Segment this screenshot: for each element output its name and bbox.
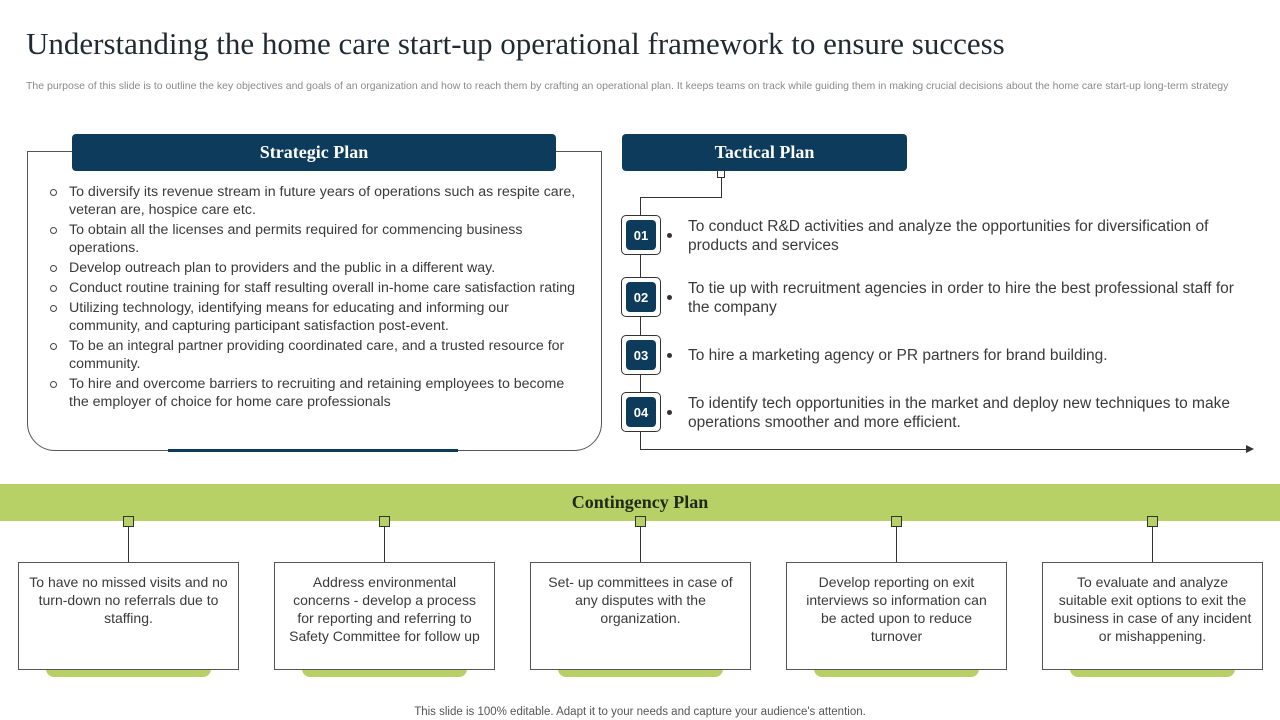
- tactical-step-text: To conduct R&D activities and analyze the opportunities for diversification of products and services: [688, 218, 1209, 254]
- step-dot: [667, 295, 672, 300]
- step-dot: [667, 353, 672, 358]
- strategic-item-text: Develop outreach plan to providers and the public in a different way.: [69, 260, 496, 276]
- contingency-card-text: Develop reporting on exit interviews so information can be acted upon to reduce turnover: [786, 562, 1007, 670]
- strategic-item-text: To obtain all the licenses and permits required for commencing business operations.: [69, 222, 523, 256]
- footer-note: This slide is 100% editable. Adapt it to your needs and capture your audience's attention.: [414, 706, 866, 718]
- contingency-card-text: Address environmental concerns - develop a process for reporting and referring to Safety Committee for follow up: [274, 562, 495, 670]
- tactical-step-text: To tie up with recruitment agencies in order to hire the best professional staff for the company: [688, 280, 1234, 316]
- tactical-connector-line: [721, 177, 722, 198]
- bullet-circle-icon: [50, 227, 57, 234]
- step-number: 04: [626, 397, 656, 427]
- strategic-plan-accent-bar: [168, 449, 458, 452]
- tactical-connector-line: [640, 197, 722, 198]
- connector-node: [123, 516, 134, 527]
- bullet-circle-icon: [50, 189, 57, 196]
- connector-line: [128, 527, 129, 562]
- connector-line: [640, 527, 641, 562]
- bullet-circle-icon: [50, 305, 57, 312]
- connector-node: [891, 516, 902, 527]
- step-number: 02: [626, 282, 656, 312]
- connector-line: [1152, 527, 1153, 562]
- bullet-circle-icon: [50, 285, 57, 292]
- step-dot: [667, 410, 672, 415]
- page-title: Understanding the home care start-up operational framework to ensure success: [26, 26, 1005, 61]
- tactical-step-text: To hire a marketing agency or PR partners for brand building.: [688, 347, 1108, 364]
- tactical-step-badge: [621, 215, 661, 255]
- contingency-card-text: To evaluate and analyze suitable exit options to exit the business in case of any incident or mishappening.: [1042, 562, 1263, 670]
- connector-node: [379, 516, 390, 527]
- step-number: 03: [626, 340, 656, 370]
- connector-line: [896, 527, 897, 562]
- tactical-plan-header: Tactical Plan: [622, 134, 907, 171]
- bullet-circle-icon: [50, 265, 57, 272]
- strategic-item: [50, 337, 580, 373]
- connector-node: [635, 516, 646, 527]
- page-subtitle: The purpose of this slide is to outline the key objectives and goals of an organization and how to reach them by crafting an operational plan. It keeps teams on track while guiding them in making crucial decisions about the home care start-up long-term strategy: [26, 80, 1229, 92]
- strategic-item: [50, 375, 580, 411]
- tactical-step-badge: [621, 392, 661, 432]
- bullet-circle-icon: [50, 381, 57, 388]
- connector-line: [384, 527, 385, 562]
- contingency-card-text: Set- up committees in case of any disputes with the organization.: [530, 562, 751, 670]
- connector-node: [1147, 516, 1158, 527]
- tactical-step-badge: [621, 277, 661, 317]
- strategic-item: [50, 259, 580, 277]
- step-number: 01: [626, 220, 656, 250]
- tactical-step-badge: [621, 335, 661, 375]
- step-dot: [667, 233, 672, 238]
- strategic-plan-header: Strategic Plan: [72, 134, 556, 171]
- strategic-item: [50, 221, 580, 257]
- strategic-item-text: To hire and overcome barriers to recruiting and retaining employees to become the employer of choice for home care professionals: [69, 376, 565, 410]
- strategic-item: [50, 279, 580, 297]
- bullet-circle-icon: [50, 343, 57, 350]
- strategic-item-text: Utilizing technology, identifying means for educating and informing our community, and capturing participant satisfaction post-event.: [69, 300, 509, 334]
- strategic-item-text: Conduct routine training for staff resulting overall in-home care satisfaction rating: [69, 280, 576, 296]
- strategic-item: [50, 299, 580, 335]
- tactical-step-text: To identify tech opportunities in the market and deploy new techniques to make operations smoother and more efficient.: [688, 395, 1230, 431]
- contingency-card-text: To have no missed visits and no turn-down no referrals due to staffing.: [18, 562, 239, 670]
- strategic-item-text: To diversify its revenue stream in future years of operations such as respite care, veteran are, hospice care etc.: [69, 184, 576, 218]
- arrow-right-icon: [1246, 445, 1254, 453]
- strategic-plan-list: [50, 183, 580, 413]
- strategic-item-text: To be an integral partner providing coordinated care, and a trusted resource for community.: [69, 338, 565, 372]
- tactical-timeline-axis: [640, 449, 1248, 450]
- contingency-plan-header: Contingency Plan: [0, 484, 1280, 521]
- strategic-item: [50, 183, 580, 219]
- tactical-connector-node: [717, 170, 725, 178]
